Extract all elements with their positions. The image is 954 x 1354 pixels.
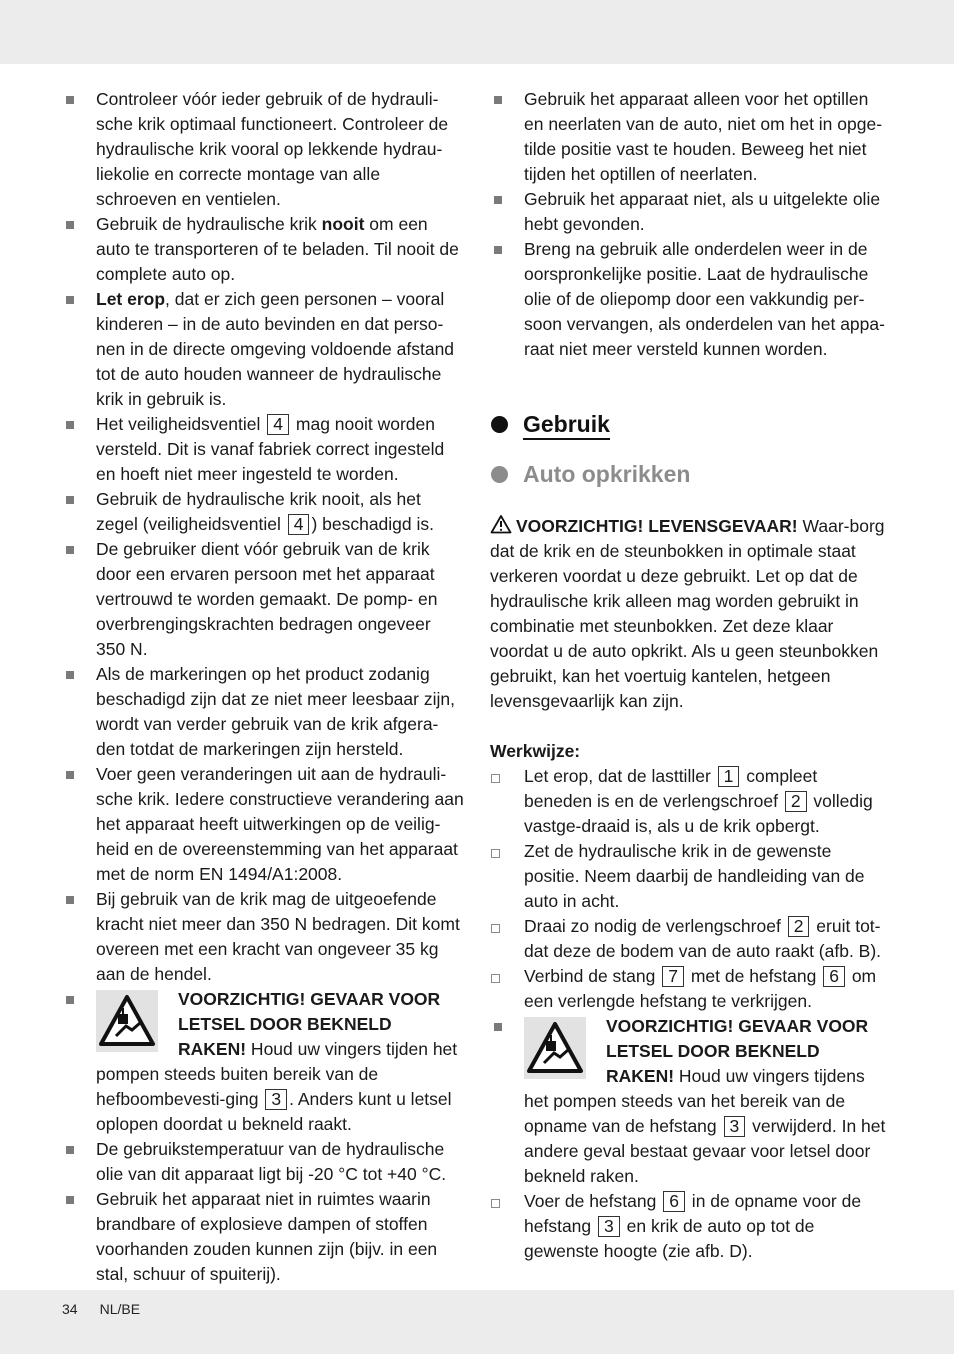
- item-text: Verbind de stang: [524, 966, 656, 986]
- step-checkbox-icon: [491, 849, 500, 858]
- language-code: NL/BE: [99, 1301, 141, 1317]
- crush-hazard-warning-icon: [524, 1017, 586, 1079]
- step-item: [490, 764, 890, 839]
- item-text: verwijderd. In het andere geval bestaat gevaar voor letsel door bekneld raken.: [524, 1116, 886, 1186]
- list-item: [62, 537, 464, 662]
- item-text: Gebruik de hydraulische krik nooit, als het zegel (veiligheidsventiel: [96, 489, 421, 534]
- bullet-square-icon: [66, 546, 74, 554]
- item-text: De gebruikstemperatuur van de hydraulische olie van dit apparaat ligt bij -20 °C tot +40 °C.: [96, 1139, 447, 1184]
- part-number-badge: 6: [663, 1191, 685, 1212]
- bullet-square-icon: [66, 671, 74, 679]
- step-item: [490, 839, 890, 914]
- warning-title: VOORZICHTIG! GEVAAR VOOR LETSEL DOOR BEKNELD RAKEN!: [178, 989, 441, 1059]
- part-number-badge: 2: [785, 791, 807, 812]
- bullet-square-icon: [66, 496, 74, 504]
- list-item: [62, 762, 464, 887]
- bullet-square-icon: [494, 96, 502, 104]
- bullet-square-icon: [66, 996, 74, 1004]
- part-number-badge: 4: [267, 414, 289, 435]
- warning-title: VOORZICHTIG! GEVAAR VOOR LETSEL DOOR BEKNELD RAKEN!: [606, 1016, 869, 1086]
- list-item: [62, 662, 464, 762]
- part-number-badge: 3: [598, 1216, 620, 1237]
- procedure-heading: Werkwijze:: [490, 741, 581, 761]
- item-text: Draai zo nodig de verlengschroef: [524, 916, 781, 936]
- step-checkbox-icon: [491, 974, 500, 983]
- item-text: Gebruik het apparaat niet in ruimtes waarin brandbare of explosieve dampen of stoffen voorhanden zouden kunnen zijn (bijv. in een stal, schuur of spuiterij).: [96, 1189, 438, 1284]
- step-checkbox-icon: [491, 924, 500, 933]
- item-text: Let erop, dat de lasttiller: [524, 766, 711, 786]
- section-title: Auto opkrikken: [523, 461, 691, 487]
- part-number-badge: 6: [823, 966, 845, 987]
- part-number-badge: 2: [788, 916, 810, 937]
- section-title: Gebruik: [523, 411, 610, 440]
- item-text: Controleer vóór ieder gebruik of de hydrauli-sche krik optimaal functioneert. Controleer de hydraulische krik vooral op lekkende hydrau-liekolie en correcte montage van alle schroeven en ventielen.: [96, 89, 449, 209]
- item-text: Gebruik de hydraulische krik: [96, 214, 322, 234]
- item-text: met de hefstang: [685, 966, 817, 986]
- item-text: mag nooit worden versteld. Dit is vanaf fabriek correct ingesteld en hoeft niet meer ingesteld te worden.: [96, 414, 445, 484]
- item-text-bold: Let erop: [96, 289, 166, 309]
- crush-hazard-warning-icon: [96, 990, 158, 1052]
- part-number-badge: 3: [265, 1089, 287, 1110]
- item-text: Zet de hydraulische krik in de gewenste positie. Neem daarbij de handleiding van de auto in acht.: [524, 841, 865, 911]
- part-number-badge: 4: [288, 514, 310, 535]
- item-text: Houd uw vingers tijden het pompen steeds buiten bereik van de hefboombevesti-ging: [96, 1039, 458, 1109]
- item-text: , dat er zich geen personen – vooral kinderen – in de auto bevinden en dat perso-nen in de directe omgeving voldoende afstand tot de auto houden wanneer de hydraulische krik in gebruik is.: [96, 289, 455, 409]
- item-text: Voer geen veranderingen uit aan de hydrauli-sche krik. Iedere constructieve verandering aan het apparaat heeft uitwerkingen op de veilig-heid en de overeenstemming van het apparaat met de norm EN 1494/A1:2008.: [96, 764, 464, 884]
- item-text: in de opname voor de hefstang: [524, 1191, 862, 1236]
- bullet-square-icon: [66, 421, 74, 429]
- warning-title: VOORZICHTIG! LEVENSGEVAAR!: [516, 516, 798, 536]
- warning-text: Waar-borg dat de krik en de steunbokken in optimale staat verkeren voordat u deze gebruikt. Let op dat de hydraulische krik alleen mag worden gebruikt in combinatie met steunbokken. Zet deze klaar voordat u de auto opkrikt. Als u geen steunbokken gebruikt, kan het voertuig kantelen, hetgeen levensgevaarlijk kan zijn.: [490, 516, 885, 711]
- section-heading-gebruik: [490, 409, 890, 439]
- item-text: Bij gebruik van de krik mag de uitgeoefende kracht niet meer dan 350 N bedragen. Dit komt overeen met een kracht van ongeveer 35 kg aan de hendel.: [96, 889, 460, 984]
- step-item: [490, 1189, 890, 1264]
- item-text: compleet beneden is en de verlengschroef: [524, 766, 818, 811]
- item-text: Voer de hefstang: [524, 1191, 657, 1211]
- step-item: [490, 914, 890, 964]
- item-text-bold: nooit: [321, 214, 365, 234]
- step-checkbox-icon: [491, 1199, 500, 1208]
- part-number-badge: 7: [662, 966, 684, 987]
- item-text: volledig vastge-draaid is, als u de krik opbergt.: [524, 791, 873, 836]
- crush-warning-item: [490, 1014, 890, 1189]
- section-dot-icon: [491, 416, 508, 433]
- crush-warning-item: [62, 987, 464, 1137]
- bullet-square-icon: [66, 221, 74, 229]
- page-number: 34: [62, 1301, 78, 1317]
- bullet-square-icon: [66, 1196, 74, 1204]
- list-item: [62, 412, 464, 487]
- list-item: [62, 287, 464, 412]
- bullet-square-icon: [66, 896, 74, 904]
- item-text: . Anders kunt u letsel oplopen doordat u bekneld raakt.: [96, 1089, 452, 1134]
- warning-triangle-icon: [490, 514, 512, 534]
- item-text: om een verlengde hefstang te verkrijgen.: [524, 966, 877, 1011]
- item-text: om een auto te transporteren of te beladen. Til nooit de complete auto op.: [96, 214, 459, 284]
- item-text: Gebruik het apparaat niet, als u uitgelekte olie hebt gevonden.: [524, 189, 881, 234]
- right-column: [490, 87, 890, 1264]
- list-item: [62, 887, 464, 987]
- list-item: [62, 87, 464, 212]
- part-number-badge: 3: [724, 1116, 746, 1137]
- item-text: eruit tot-dat deze de bodem van de auto raakt (afb. B).: [524, 916, 882, 961]
- list-item: [62, 487, 464, 537]
- item-text: ) beschadigd is.: [311, 514, 435, 534]
- bullet-square-icon: [66, 1146, 74, 1154]
- part-number-badge: 1: [718, 766, 740, 787]
- list-item: [490, 87, 890, 187]
- life-danger-warning: [490, 514, 890, 714]
- bullet-square-icon: [66, 771, 74, 779]
- item-text: Het veiligheidsventiel: [96, 414, 261, 434]
- bullet-square-icon: [494, 246, 502, 254]
- item-text: Gebruik het apparaat alleen voor het optillen en neerlaten van de auto, niet om het in opge-tilde positie vast te houden. Beweeg het niet tijden het optillen of neerlaten.: [524, 89, 883, 184]
- bullet-square-icon: [66, 96, 74, 104]
- item-text: De gebruiker dient vóór gebruik van de krik door een ervaren persoon met het apparaat vertrouwd te worden gemaakt. De pomp- en overbrengingskrachten bedragen ongeveer 350 N.: [96, 539, 438, 659]
- list-item: [62, 1187, 464, 1287]
- list-item: [490, 187, 890, 237]
- section-heading-auto-opkrikken: [490, 459, 890, 489]
- item-text: Als de markeringen op het product zodanig beschadigd zijn dat ze niet meer leesbaar zijn, wordt van verder gebruik van de krik afgera-den totdat de markeringen zijn hersteld.: [96, 664, 455, 759]
- item-text: Breng na gebruik alle onderdelen weer in de oorspronkelijke positie. Laat de hydraulische olie of de oliepomp door een vakkundig per-soon vervangen, als onderdelen van het appa-raat niet meer versteld kunnen worden.: [524, 239, 885, 359]
- step-checkbox-icon: [491, 774, 500, 783]
- page-footer: [62, 1298, 162, 1320]
- bullet-square-icon: [494, 1023, 502, 1031]
- item-text: en krik de auto op tot de gewenste hoogte (zie afb. D).: [524, 1216, 815, 1261]
- left-column: [62, 87, 464, 1287]
- section-dot-icon: [491, 466, 508, 483]
- step-item: [490, 964, 890, 1014]
- bullet-square-icon: [494, 196, 502, 204]
- item-text: Houd uw vingers tijdens het pompen steeds van het bereik van de opname van de hefstang: [524, 1066, 865, 1136]
- list-item: [490, 237, 890, 362]
- list-item: [62, 1137, 464, 1187]
- header-band: [0, 0, 954, 64]
- bullet-square-icon: [66, 296, 74, 304]
- list-item: [62, 212, 464, 287]
